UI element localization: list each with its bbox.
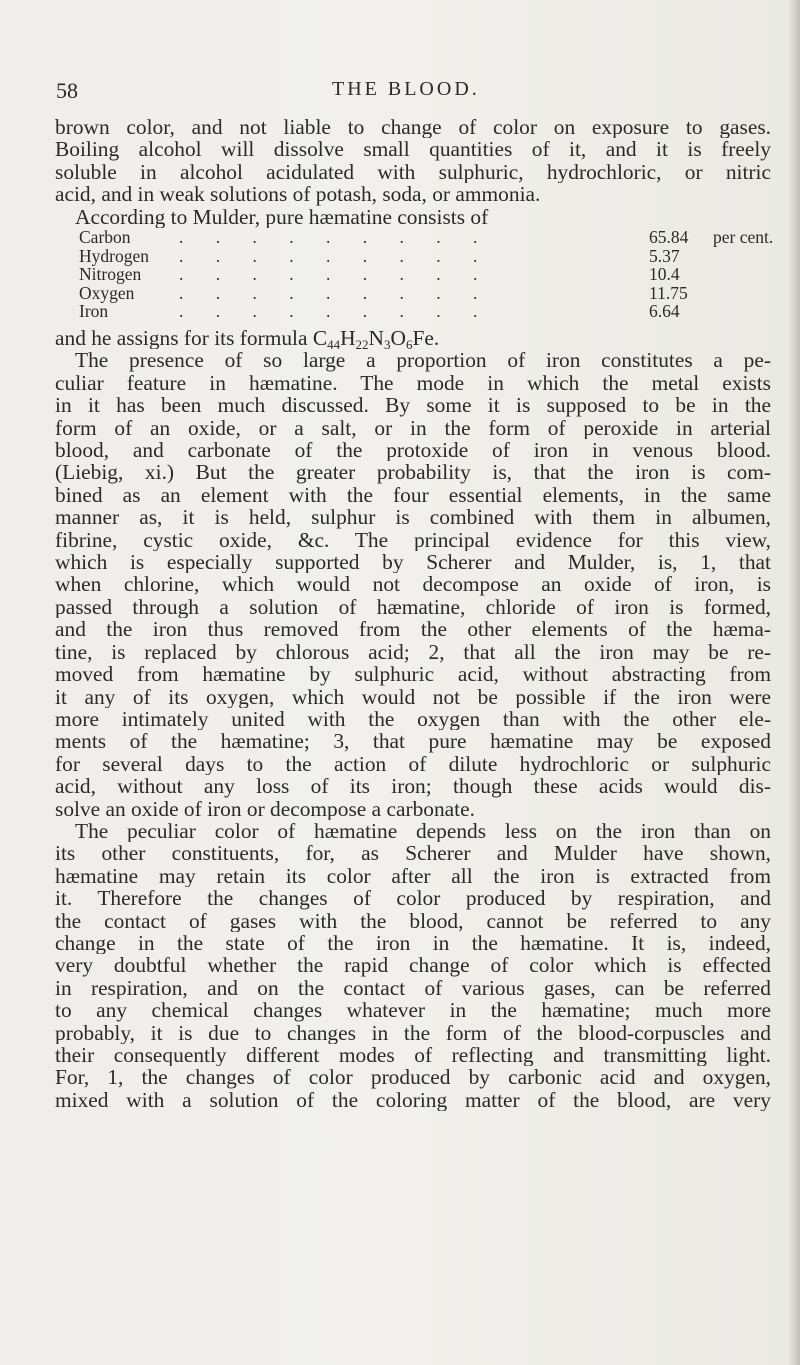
formula-symbol: O [390, 327, 406, 350]
leader-dots: . . . . . . . . . [179, 246, 492, 266]
text-line: solve an oxide of iron or decompose a carbonate. [55, 797, 475, 820]
formula-subscript: 22 [355, 337, 369, 350]
element-value: 6.64 [649, 301, 680, 322]
text-line: passed through a solution of hæmatine, chloride of iron is formed, [55, 595, 771, 619]
element-value: 65.84 [649, 227, 689, 248]
text-line: form of an oxide, or a salt, or in the form of peroxide in arterial [55, 416, 771, 440]
element-value: 10.4 [649, 264, 680, 285]
text-line: tine, is replaced by chlorous acid; 2, that all the iron may be re- [55, 640, 771, 664]
composition-table [55, 228, 779, 321]
composition-row [79, 265, 779, 284]
text-line: to any chemical changes whatever in the hæmatine; much more [55, 999, 771, 1022]
text-line: the contact of gases with the blood, cannot be referred to any [55, 909, 771, 932]
text-line: fibrine, cystic oxide, &c. The principal evidence for this view, [55, 528, 771, 552]
formula-suffix: Fe. [412, 327, 440, 350]
leader-dots: . . . . . . . . . [179, 283, 492, 303]
leader-dots: . . . . . . . . . [179, 265, 492, 284]
text-line: acid, without any loss of its iron; though these acids would dis- [55, 775, 771, 798]
formula-subscript: 44 [327, 337, 341, 350]
text-line: Boiling alcohol will dissolve small quantities of it, and it is freely [55, 138, 771, 161]
text-line: ments of the hæmatine; 3, that pure hæmatine may be exposed [55, 730, 771, 753]
text-line: in it has been much discussed. By some it is supposed to be in the [55, 394, 771, 417]
composition-row [79, 247, 779, 266]
element-name: Carbon [79, 227, 131, 248]
text-line: its other constituents, for, as Scherer and Mulder have shown, [55, 842, 771, 865]
text-line: The presence of so large a proportion of iron constitutes a pe- [75, 349, 771, 372]
text-line: According to Mulder, pure hæmatine consists of [75, 205, 489, 229]
unit-label: per cent. [713, 227, 774, 248]
leader-dots: . . . . . . . . . [179, 228, 492, 247]
text-line: For, 1, the changes of color produced by carbonic acid and oxygen, [55, 1066, 771, 1089]
text-line: in respiration, and on the contact of various gases, can be referred [55, 976, 771, 1000]
text-line: moved from hæmatine by sulphuric acid, without abstracting from [55, 663, 771, 686]
text-line: it any of its oxygen, which would not be possible if the iron were [55, 685, 771, 708]
text-line: it. Therefore the changes of color produced by respiration, and [55, 887, 771, 910]
formula-prefix: and he assigns for its formula C [55, 327, 328, 350]
element-value: 11.75 [649, 282, 688, 303]
page-number: 58 [56, 78, 78, 103]
formula-subscript: 3 [384, 337, 391, 350]
formula-symbol: H [340, 327, 356, 350]
composition-row [79, 228, 779, 247]
element-name: Hydrogen [79, 245, 149, 266]
text-line: hæmatine may retain its color after all the iron is extracted from [55, 864, 771, 888]
text-line: which is especially supported by Scherer and Mulder, is, 1, that [55, 551, 771, 574]
paragraph [55, 820, 771, 1111]
text-line: acid, and in weak solutions of potash, soda, or ammonia. [55, 183, 541, 206]
element-name: Oxygen [79, 282, 135, 303]
page-header [56, 78, 756, 108]
text-line: more intimately united with the oxygen than with the other ele- [55, 707, 771, 731]
formula-line [55, 327, 771, 349]
text-line: their consequently different modes of reflecting and transmitting light. [55, 1044, 771, 1067]
text-line: (Liebig, xi.) But the greater probability is, that the iron is com- [55, 461, 771, 484]
page-body [55, 116, 774, 1112]
leader-dots: . . . . . . . . . [179, 302, 492, 321]
text-line: for several days to the action of dilute hydrochloric or sulphuric [55, 752, 771, 776]
element-value: 5.37 [649, 245, 680, 266]
text-line: mixed with a solution of the coloring matter of the blood, are very [55, 1088, 771, 1112]
text-line: culiar feature in hæmatine. The mode in which the metal exists [55, 371, 771, 395]
composition-row [79, 302, 779, 321]
text-line: manner as, it is held, sulphur is combined with them in albumen, [55, 506, 771, 529]
element-name: Nitrogen [79, 264, 142, 285]
text-line: very doubtful whether the rapid change of color which is effected [55, 954, 771, 977]
element-name: Iron [79, 301, 109, 322]
formula-subscript: 6 [405, 337, 413, 350]
text-line: blood, and carbonate of the protoxide of iron in venous blood. [55, 439, 771, 462]
text-line: and the iron thus removed from the other elements of the hæma- [55, 618, 771, 641]
text-line: when chlorine, which would not decompose an oxide of iron, is [55, 573, 771, 596]
running-head: THE BLOOD. [332, 78, 480, 100]
composition-row [79, 284, 779, 303]
page-edge-shadow [788, 0, 800, 1365]
text-line: The peculiar color of hæmatine depends less on the iron than on [75, 819, 771, 843]
paragraph [55, 349, 771, 820]
text-line: bined as an element with the four essential elements, in the same [55, 483, 771, 507]
text-line: brown color, and not liable to change of color on exposure to gases. [55, 116, 771, 139]
text-line: change in the state of the iron in the hæmatine. It is, indeed, [55, 931, 771, 955]
formula-symbol: N [368, 327, 384, 350]
text-line: soluble in alcohol acidulated with sulphuric, hydrochloric, or nitric [55, 160, 771, 184]
text-line: probably, it is due to changes in the form of the blood-corpuscles and [55, 1021, 771, 1044]
